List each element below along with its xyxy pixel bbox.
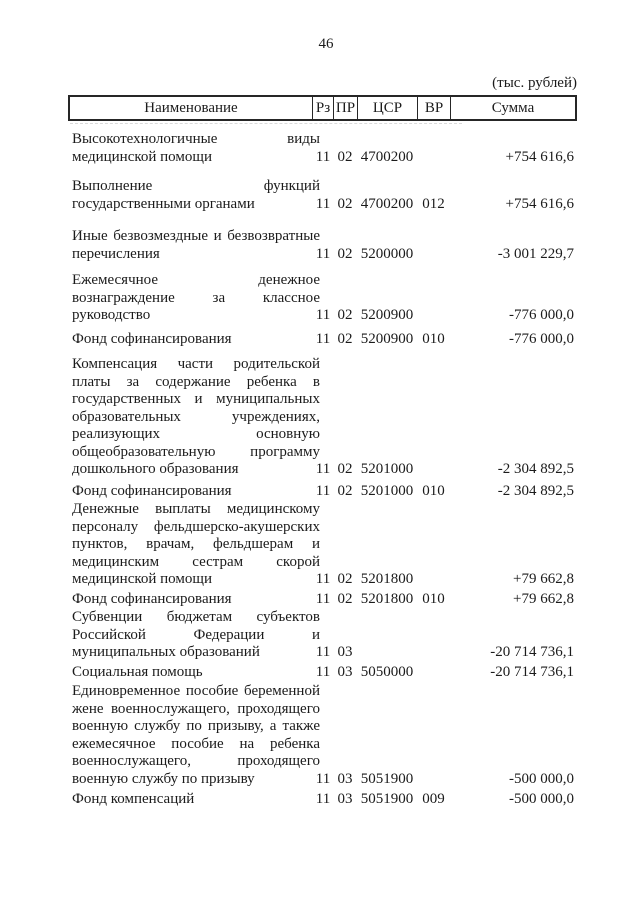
row-sum-value: -2 304 892,5: [497, 461, 574, 477]
row-pr-value: 03: [337, 663, 353, 680]
row-rz-value: 11: [315, 307, 331, 323]
row-name-line: пунктов, врачам, фельдшерам и: [72, 536, 320, 552]
page-number: 46: [318, 36, 334, 52]
row-pr-value: 02: [337, 571, 353, 587]
row-name: [72, 501, 320, 589]
table-row: [68, 683, 577, 788]
row-sum-value: -500 000,0: [509, 770, 574, 787]
row-csr-value: 4700200: [360, 148, 414, 165]
row-sum-value: +754 616,6: [505, 195, 574, 212]
header-cell-sum: Сумма: [491, 99, 535, 116]
row-sum-value: +754 616,6: [505, 148, 574, 165]
row-csr-value: 5051900: [360, 770, 414, 787]
row-rz-value: 11: [315, 571, 331, 587]
header-cell-rz: Рз: [313, 97, 334, 119]
row-rz-value: 11: [315, 195, 331, 212]
row-name-line: Выполнение функций: [72, 178, 320, 194]
row-csr-value: 5201800: [360, 571, 414, 587]
row-csr-value: 5050000: [360, 663, 414, 680]
row-name-line: Денежные выплаты медицинскому: [72, 501, 320, 517]
row-name-line: Социальная помощь: [72, 663, 203, 680]
row-name-line: военнослужащего, проходящего: [72, 753, 320, 769]
table-row: [68, 356, 577, 479]
row-sum-value: -776 000,0: [509, 330, 574, 347]
row-pr-value: 02: [337, 461, 353, 477]
row-name-line: военную службу по призыву: [72, 770, 255, 787]
header-cell-vr: ВР: [418, 97, 451, 119]
table-row: [68, 609, 577, 662]
units-note: (тыс. рублей): [492, 75, 577, 91]
table-body: [68, 124, 577, 809]
row-name-line: ежемесячное пособие на ребенка: [72, 735, 320, 752]
row-name: [72, 609, 320, 662]
table-row: [68, 178, 577, 213]
row-name-line: Единовременное пособие беременной: [72, 683, 320, 699]
row-vr-value: 012: [422, 195, 445, 212]
row-name: [72, 483, 320, 501]
row-sum-value: -3 001 229,7: [497, 245, 574, 262]
row-name-line: дошкольного образования: [72, 461, 239, 477]
row-name: [72, 791, 320, 809]
row-name-line: Фонд софинансирования: [72, 330, 232, 347]
row-name-line: государственными органами: [72, 195, 255, 212]
row-pr-value: 03: [337, 770, 353, 787]
table-row: [68, 228, 577, 263]
row-name-line: платы за содержание ребенка в: [72, 373, 320, 390]
row-name: [72, 228, 320, 263]
row-csr-value: 5200900: [360, 330, 414, 347]
row-name-line: реализующих основную: [72, 426, 320, 442]
row-name-line: медицинским сестрам скорой: [72, 553, 320, 570]
row-sum-value: +79 662,8: [513, 590, 574, 607]
row-csr-value: 5201000: [360, 482, 414, 499]
row-pr-value: 03: [337, 791, 353, 807]
row-name-line: Фонд компенсаций: [72, 791, 195, 807]
table-row: [68, 501, 577, 589]
row-name-line: руководство: [72, 307, 151, 323]
row-name-line: Субвенции бюджетам субъектов: [72, 609, 320, 625]
row-name-line: Высокотехнологичные виды: [72, 131, 320, 147]
row-rz-value: 11: [315, 590, 331, 607]
row-csr-value: 5051900: [360, 791, 414, 807]
row-sum-value: +79 662,8: [513, 571, 574, 587]
row-csr-value: 5200000: [360, 245, 414, 262]
row-name-line: Фонд софинансирования: [72, 482, 232, 499]
row-csr-value: 5200900: [360, 307, 414, 323]
row-name: [72, 356, 320, 479]
table-row: [68, 331, 577, 349]
row-rz-value: 11: [315, 663, 331, 680]
header-cell-pr: ПР: [334, 97, 358, 119]
row-name-line: Компенсация части родительской: [72, 356, 320, 372]
row-pr-value: 02: [337, 482, 353, 499]
row-name-line: общеобразовательную программу: [72, 443, 320, 460]
row-name-line: Фонд софинансирования: [72, 590, 232, 607]
table-row: [68, 664, 577, 682]
row-pr-value: 02: [337, 148, 353, 165]
header-cell-csr: ЦСР: [358, 97, 418, 119]
table-row: [68, 791, 577, 809]
row-pr-value: 02: [337, 590, 353, 607]
row-rz-value: 11: [315, 770, 331, 787]
row-csr-value: 5201800: [360, 590, 414, 607]
row-name: [72, 664, 320, 682]
row-name-line: муниципальных образований: [72, 644, 260, 660]
table-row: [68, 131, 577, 166]
row-name-line: Ежемесячное денежное: [72, 272, 320, 288]
row-pr-value: 02: [337, 307, 353, 323]
row-pr-value: 03: [337, 644, 353, 660]
table-header: [68, 95, 577, 121]
row-name: [72, 331, 320, 349]
row-name-line: вознаграждение за классное: [72, 289, 320, 306]
row-name-line: перечисления: [72, 245, 160, 262]
row-name-line: Иные безвозмездные и безвозвратные: [72, 228, 320, 244]
row-name-line: образовательных учреждениях,: [72, 408, 320, 425]
row-sum-value: -2 304 892,5: [497, 482, 574, 499]
row-name-line: государственных и муниципальных: [72, 391, 320, 407]
table-row: [68, 483, 577, 501]
row-pr-value: 02: [337, 195, 353, 212]
row-name-line: жене военнослужащего, проходящего: [72, 700, 320, 717]
row-rz-value: 11: [315, 245, 331, 262]
row-pr-value: 02: [337, 330, 353, 347]
table-row: [68, 591, 577, 609]
row-name-line: медицинской помощи: [72, 571, 212, 587]
row-rz-value: 11: [315, 791, 331, 807]
row-rz-value: 11: [315, 461, 331, 477]
row-pr-value: 02: [337, 245, 353, 262]
row-sum-value: -20 714 736,1: [490, 644, 574, 660]
row-name: [72, 272, 320, 325]
row-sum-value: -776 000,0: [509, 307, 574, 323]
row-name: [72, 683, 320, 788]
row-sum-value: -20 714 736,1: [490, 663, 574, 680]
row-name: [72, 131, 320, 166]
header-cell-name: Наименование: [70, 97, 313, 119]
row-vr-value: 010: [422, 330, 445, 347]
row-vr-value: 010: [422, 590, 445, 607]
row-rz-value: 11: [315, 482, 331, 499]
row-csr-value: 4700200: [360, 195, 414, 212]
row-name-line: персоналу фельдшерско-акушерских: [72, 518, 320, 535]
row-csr-value: 5201000: [360, 461, 414, 477]
row-name-line: военную службу по призыву, а также: [72, 718, 320, 734]
row-name: [72, 591, 320, 609]
row-rz-value: 11: [315, 148, 331, 165]
row-vr-value: 009: [422, 791, 445, 807]
table-row: [68, 272, 577, 325]
row-name: [72, 178, 320, 213]
row-name-line: Российской Федерации и: [72, 626, 320, 643]
row-sum-value: -500 000,0: [509, 791, 574, 807]
row-vr-value: 010: [422, 482, 445, 499]
row-rz-value: 11: [315, 644, 331, 660]
row-rz-value: 11: [315, 330, 331, 347]
row-name-line: медицинской помощи: [72, 148, 212, 165]
